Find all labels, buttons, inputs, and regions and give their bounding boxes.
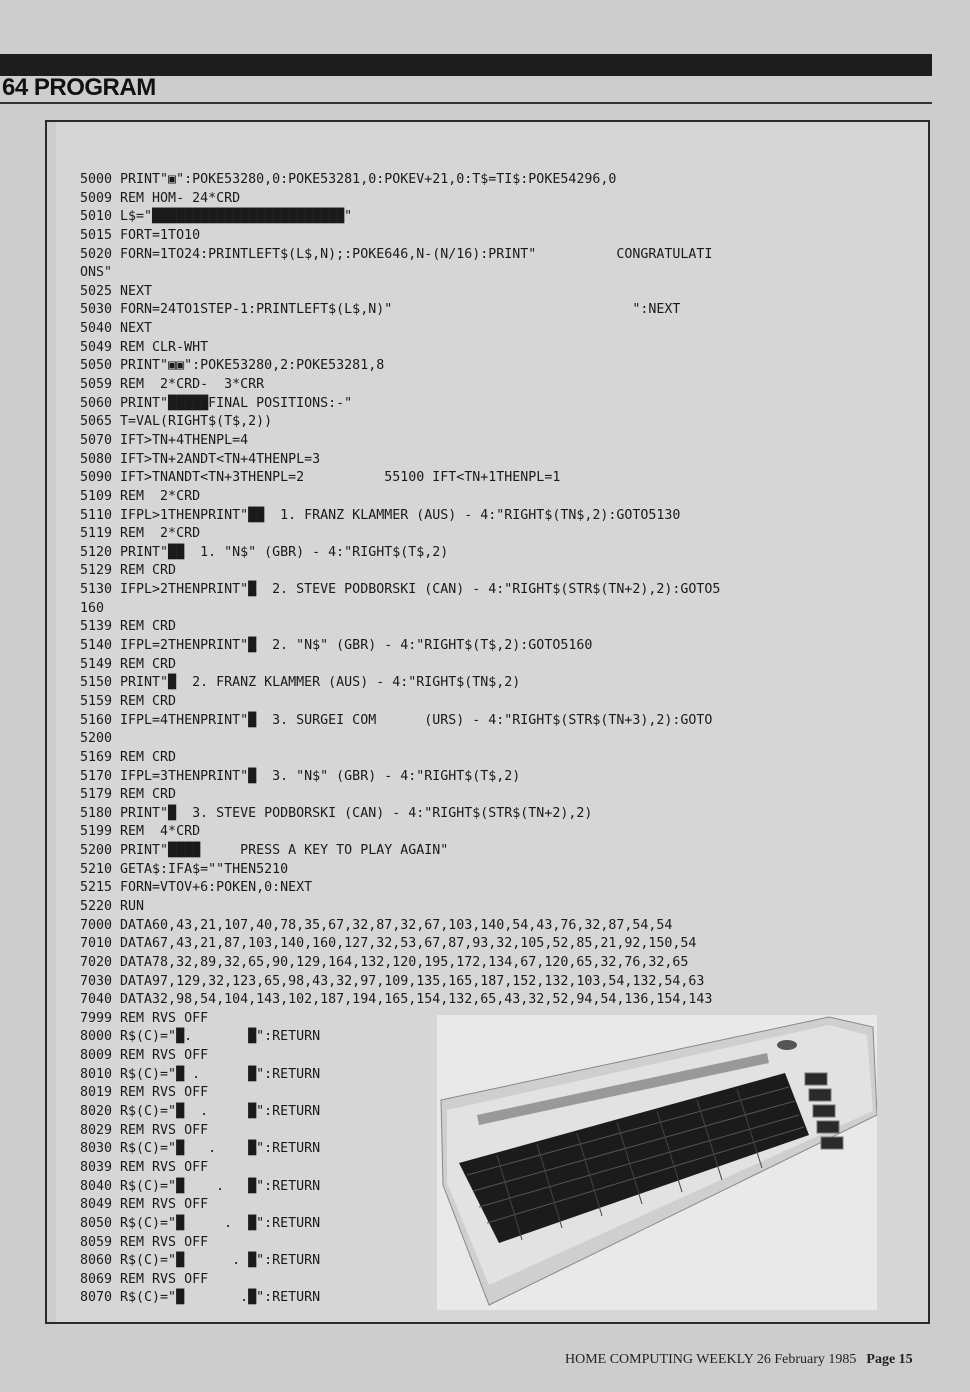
- code-line: 5129 REM CRD: [80, 563, 177, 579]
- code-line: 5015 FORT=1TO10: [80, 227, 201, 243]
- code-line: 5050 PRINT"▣▣":POKE53280,2:POKE53281,8: [80, 358, 385, 374]
- code-line: 5025 NEXT: [80, 283, 153, 299]
- commodore-64-computer-icon: [437, 1015, 877, 1310]
- code-line: 5080 IFT>TN+2ANDT<TN+4THENPL=3: [80, 451, 321, 467]
- code-line: 5210 GETA$:IFA$=""THEN5210: [80, 861, 289, 877]
- code-line: 8049 REM RVS OFF: [80, 1197, 209, 1213]
- page-number: Page 15: [866, 1352, 913, 1367]
- code-line: 5060 PRINT"█████FINAL POSITIONS:-": [80, 395, 353, 411]
- code-line: 160: [80, 600, 105, 616]
- code-line: 5170 IFPL=3THENPRINT"█ 3. "N$" (GBR) - 4:"RIGHT$(T$,2): [80, 768, 521, 784]
- code-line: 5119 REM 2*CRD: [80, 526, 201, 542]
- code-line: 5150 PRINT"█ 2. FRANZ KLAMMER (AUS) - 4:"RIGHT$(TN$,2): [80, 675, 521, 691]
- code-line: 5040 NEXT: [80, 321, 153, 337]
- code-line: 5009 REM HOM- 24*CRD: [80, 190, 241, 206]
- code-line: 7000 DATA60,43,21,107,40,78,35,67,32,87,32,67,103,140,54,43,76,32,87,54,54: [80, 917, 673, 933]
- header-bar: [0, 54, 932, 76]
- code-line: 8030 R$(C)="█ . █":RETURN: [80, 1141, 321, 1157]
- page-footer: [565, 1352, 913, 1368]
- code-line: 5065 T=VAL(RIGHT$(T$,2)): [80, 414, 273, 430]
- code-line: 8020 R$(C)="█ . █":RETURN: [80, 1104, 321, 1120]
- code-line: 5169 REM CRD: [80, 749, 177, 765]
- code-line: 5200: [80, 731, 113, 747]
- code-line: 5090 IFT>TNANDT<TN+3THENPL=2 55100 IFT<TN+1THENPL=1: [80, 470, 561, 486]
- code-line: 8019 REM RVS OFF: [80, 1085, 209, 1101]
- code-line: 7999 REM RVS OFF: [80, 1010, 209, 1026]
- code-line: 8059 REM RVS OFF: [80, 1234, 209, 1250]
- code-line: 8010 R$(C)="█ . █":RETURN: [80, 1066, 321, 1082]
- code-line: 5215 FORN=VTOV+6:POKEN,0:NEXT: [80, 880, 313, 896]
- code-line: 5220 RUN: [80, 898, 145, 914]
- code-line: 5030 FORN=24TO1STEP-1:PRINTLEFT$(L$,N)" ":NEXT: [80, 302, 681, 318]
- code-line: 5110 IFPL>1THENPRINT"██ 1. FRANZ KLAMMER (AUS) - 4:"RIGHT$(TN$,2):GOTO5130: [80, 507, 681, 523]
- code-line: ONS": [80, 265, 113, 281]
- code-line: 8060 R$(C)="█ . █":RETURN: [80, 1253, 321, 1269]
- code-line: 5140 IFPL=2THENPRINT"█ 2. "N$" (GBR) - 4:"RIGHT$(T$,2):GOTO5160: [80, 638, 593, 654]
- code-line: 5199 REM 4*CRD: [80, 824, 201, 840]
- code-line: 7020 DATA78,32,89,32,65,90,129,164,132,120,195,172,134,67,120,65,32,76,32,65: [80, 954, 689, 970]
- code-line: 8069 REM RVS OFF: [80, 1271, 209, 1287]
- code-line: 5139 REM CRD: [80, 619, 177, 635]
- code-line: 5010 L$="████████████████████████": [80, 209, 353, 225]
- code-line: 8040 R$(C)="█ . █":RETURN: [80, 1178, 321, 1194]
- code-line: 5149 REM CRD: [80, 656, 177, 672]
- code-line: 5059 REM 2*CRD- 3*CRR: [80, 377, 265, 393]
- code-line: 8039 REM RVS OFF: [80, 1159, 209, 1175]
- code-line: 8029 REM RVS OFF: [80, 1122, 209, 1138]
- code-line: 8009 REM RVS OFF: [80, 1048, 209, 1064]
- code-line: 5000 PRINT"▣":POKE53280,0:POKE53281,0:POKEV+21,0:T$=TI$:POKE54296,0: [80, 172, 617, 187]
- code-line: 8000 R$(C)="█. █":RETURN: [80, 1029, 321, 1045]
- code-line: 5120 PRINT"██ 1. "N$" (GBR) - 4:"RIGHT$(T$,2): [80, 544, 449, 560]
- code-line: 8070 R$(C)="█ .█":RETURN: [80, 1290, 321, 1306]
- code-line: 7010 DATA67,43,21,87,103,140,160,127,32,53,67,87,93,32,105,52,85,21,92,150,54: [80, 936, 697, 952]
- code-line: 5179 REM CRD: [80, 787, 177, 803]
- code-line: 7040 DATA32,98,54,104,143,102,187,194,165,154,132,65,43,32,52,94,54,136,154,143: [80, 992, 713, 1008]
- footer-publication: HOME COMPUTING WEEKLY 26 February 1985: [565, 1352, 857, 1367]
- code-line: 5180 PRINT"█ 3. STEVE PODBORSKI (CAN) - 4:"RIGHT$(STR$(TN+2),2): [80, 805, 593, 821]
- code-line: 7030 DATA97,129,32,123,65,98,43,32,97,109,135,165,187,152,132,103,54,132,54,63: [80, 973, 705, 989]
- code-line: 5070 IFT>TN+4THENPL=4: [80, 432, 249, 448]
- code-line: 5020 FORN=1TO24:PRINTLEFT$(L$,N);:POKE646,N-(N/16):PRINT" CONGRATULATI: [80, 246, 713, 262]
- code-line: 5109 REM 2*CRD: [80, 488, 201, 504]
- code-line: 5049 REM CLR-WHT: [80, 339, 209, 355]
- code-line: 5160 IFPL=4THENPRINT"█ 3. SURGEI COM (URS) - 4:"RIGHT$(STR$(TN+3),2):GOTO: [80, 712, 713, 728]
- code-line: 5159 REM CRD: [80, 693, 177, 709]
- header-band: [0, 76, 932, 104]
- code-line: 5200 PRINT"████ PRESS A KEY TO PLAY AGAIN": [80, 843, 449, 859]
- code-line: 5130 IFPL>2THENPRINT"█ 2. STEVE PODBORSKI (CAN) - 4:"RIGHT$(STR$(TN+2),2):GOTO5: [80, 582, 721, 598]
- code-line: 8050 R$(C)="█ . █":RETURN: [80, 1215, 321, 1231]
- section-title: 64 PROGRAM: [2, 74, 156, 101]
